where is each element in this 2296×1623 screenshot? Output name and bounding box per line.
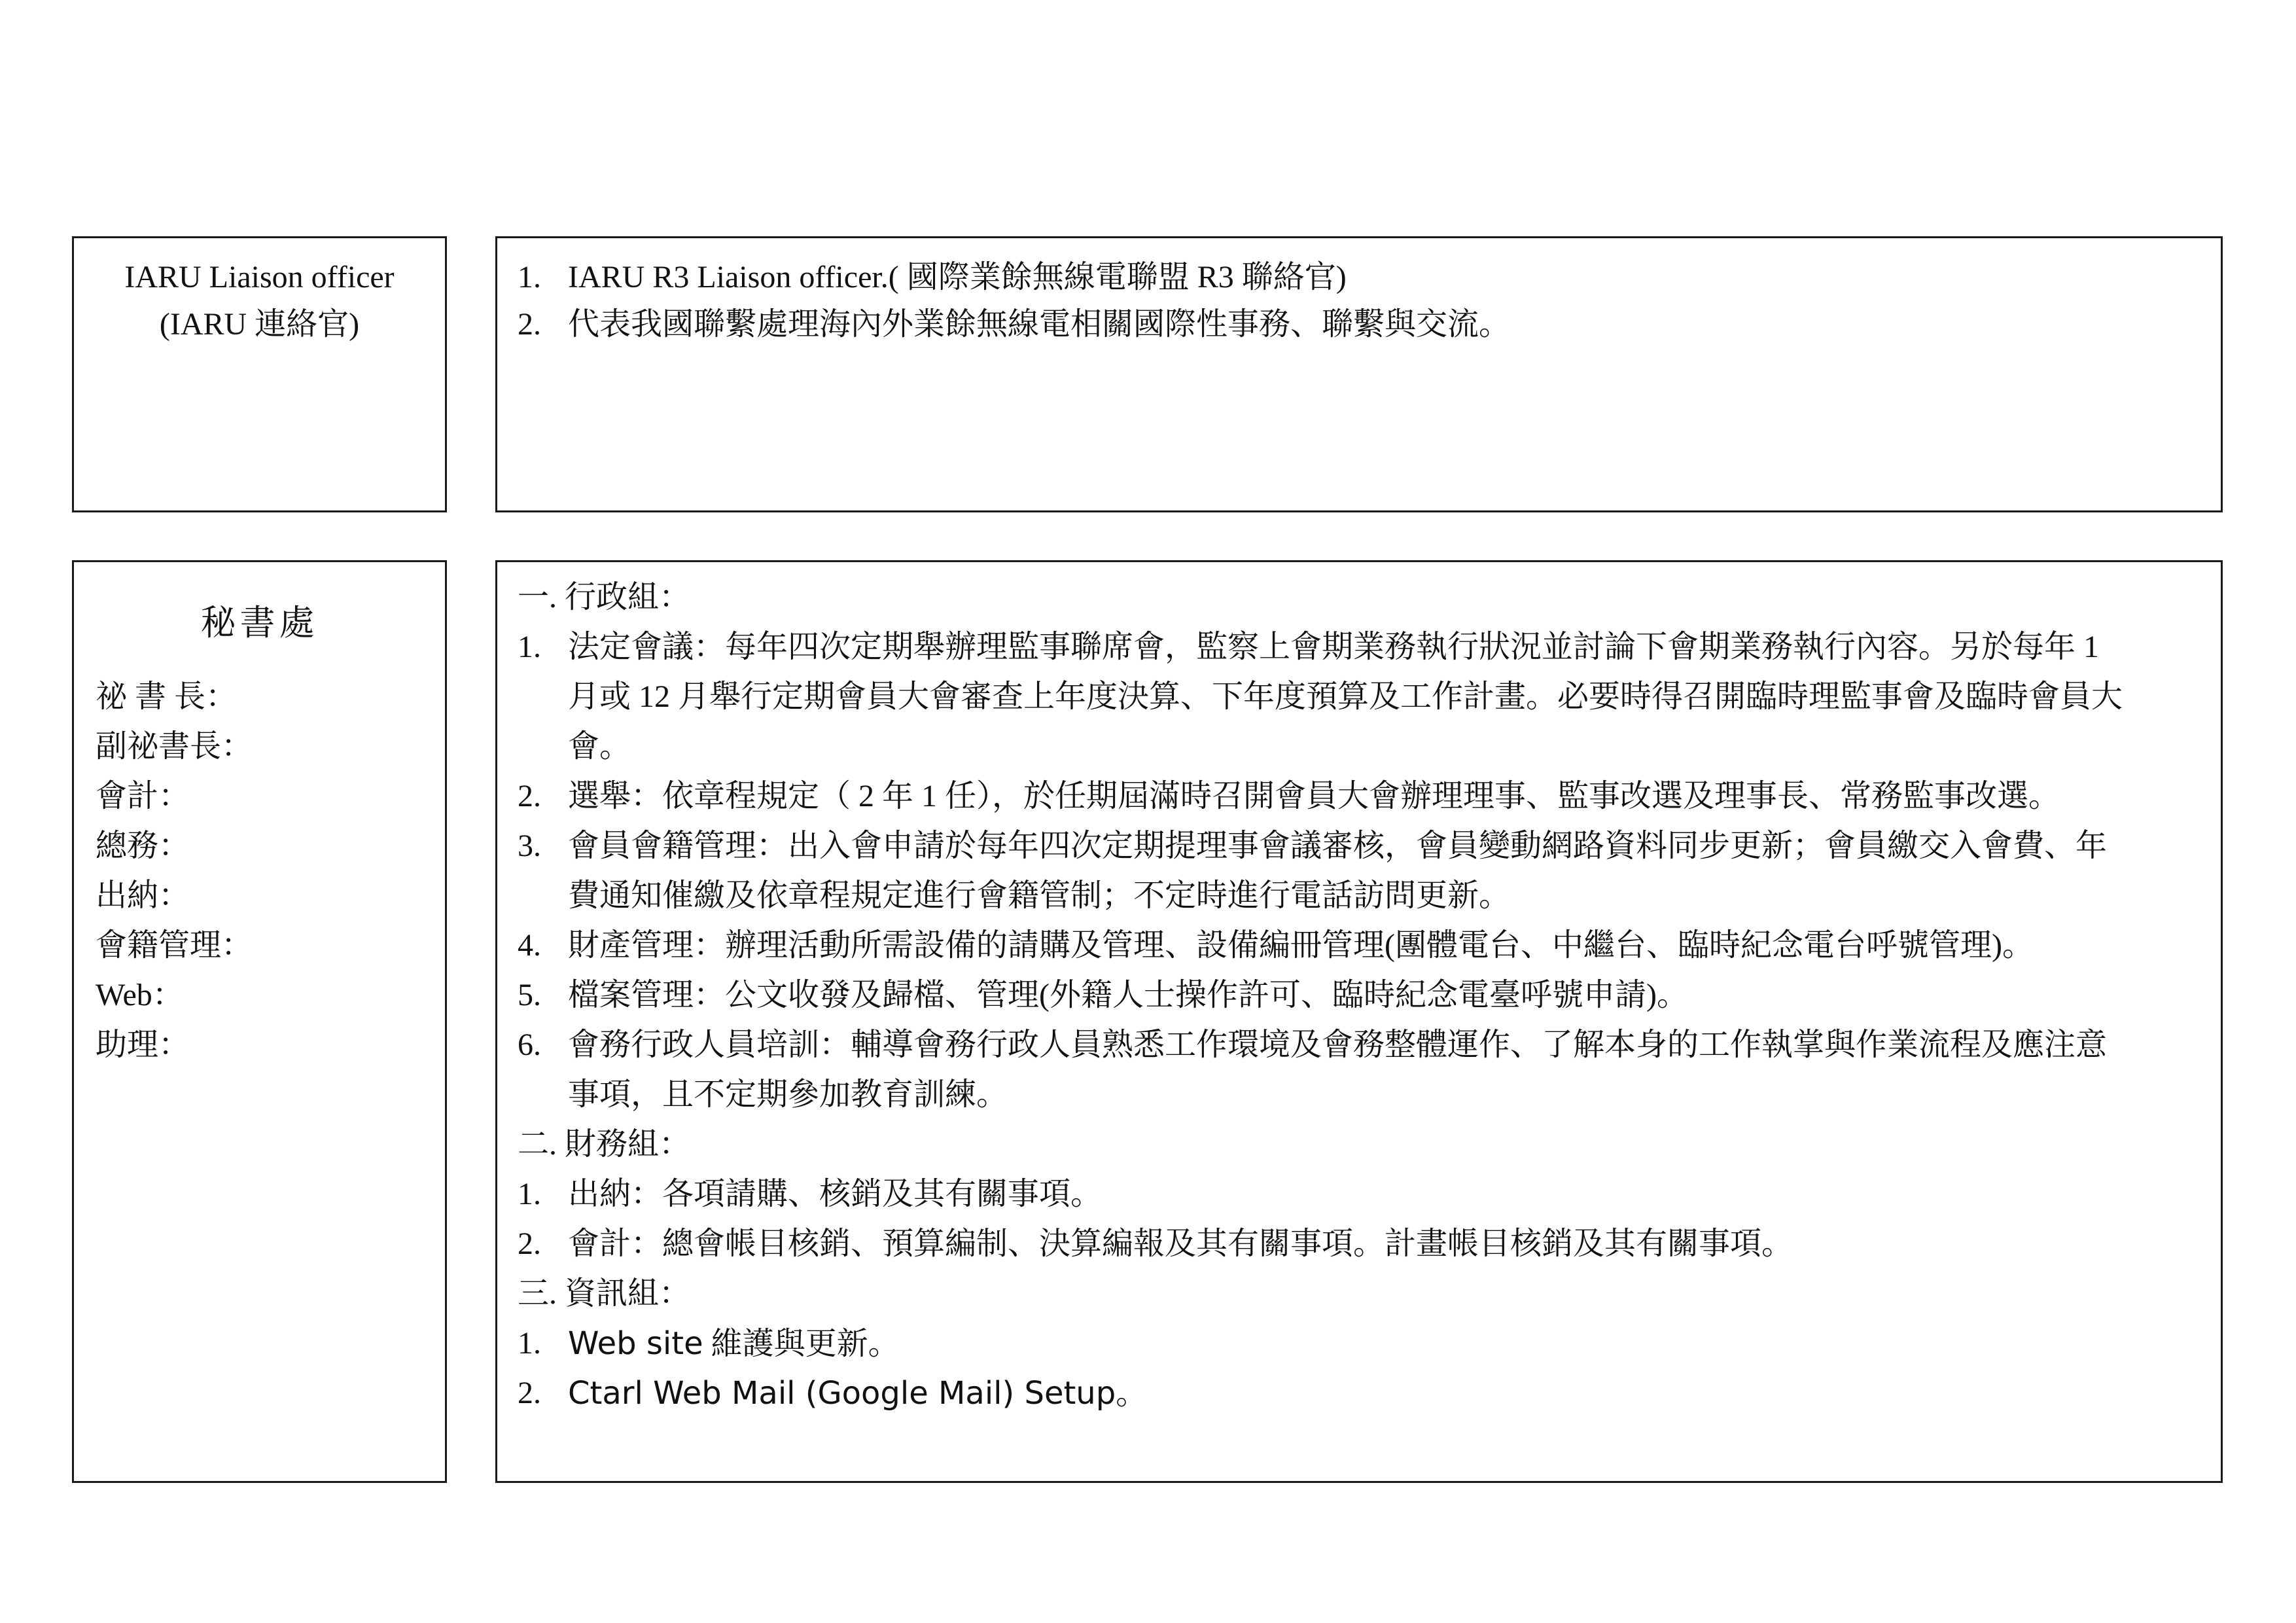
finance-heading: 二. 財務組：	[518, 1127, 691, 1162]
list-number: 1.	[518, 1177, 541, 1211]
role-web: Web：	[96, 978, 184, 1012]
iaru-duty-1: IARU R3 Liaison officer.( 國際業餘無線電聯盟 R3 聯絡官)	[568, 260, 1347, 294]
role-deputy-secretary: 副祕書長：	[96, 729, 253, 764]
iaru-title-line1: IARU Liaison officer	[124, 260, 395, 294]
info-heading: 三. 資訊組：	[518, 1276, 691, 1311]
admin-item-3-line-1: 會員會籍管理：出入會申請於每年四次定期提理事會議審核，會員變動網路資料同步更新；會員繳交入會費、年	[568, 829, 2108, 863]
secretariat-title: 秘書處	[200, 603, 319, 643]
role-general-affairs: 總務：	[96, 829, 190, 863]
list-number: 1.	[518, 260, 541, 294]
info-item-1-text: 維護與更新。	[703, 1327, 900, 1361]
admin-item-5-line-1: 檔案管理：公文收發及歸檔、管理(外籍人士操作許可、臨時紀念電臺呼號申請)。	[568, 978, 1688, 1012]
list-number: 6.	[518, 1027, 541, 1062]
iaru-label-box	[72, 236, 447, 512]
admin-item-6-line-1: 會務行政人員培訓：輔導會務行政人員熟悉工作環境及會務整體運作、了解本身的工作執掌與作業流程及應注意	[568, 1027, 2108, 1062]
list-number: 1.	[518, 630, 541, 664]
role-accounting: 會計：	[96, 779, 190, 813]
admin-item-4-line-1: 財產管理：辦理活動所需設備的請購及管理、設備編冊管理(團體電台、中繼台、臨時紀念電台呼號管理)。	[568, 928, 2034, 963]
list-number: 2.	[518, 1376, 541, 1410]
info-item-2-keyword: Ctarl Web Mail (Google Mail) Setup	[568, 1375, 1116, 1412]
admin-heading: 一. 行政組：	[518, 580, 691, 615]
iaru-duty-2: 代表我國聯繫處理海內外業餘無線電相關國際性事務、聯繫與交流。	[568, 307, 1511, 342]
admin-item-1-line-2: 月或 12 月舉行定期會員大會審查上年度決算、下年度預算及工作計畫。必要時得召開臨時理監事會及臨時會員大	[568, 679, 2123, 714]
finance-item-1: 出納：各項請購、核銷及其有關事項。	[568, 1177, 1103, 1211]
role-cashier: 出納：	[96, 878, 190, 913]
list-number: 3.	[518, 829, 541, 863]
iaru-duties-box	[495, 236, 2223, 512]
role-secretary-general: 祕 書 長：	[96, 679, 238, 714]
list-number: 2.	[518, 779, 541, 813]
info-item-1-keyword: Web site	[568, 1325, 703, 1362]
list-number: 4.	[518, 928, 541, 963]
iaru-title-line2: (IARU 連絡官)	[159, 307, 360, 342]
admin-item-1-line-1: 法定會議：每年四次定期舉辦理監事聯席會，監察上會期業務執行狀況並討論下會期業務執行內容。另於每年 1	[568, 630, 2100, 664]
role-assistant: 助理：	[96, 1027, 190, 1062]
secretariat-box	[72, 560, 447, 1483]
duties-box	[495, 560, 2223, 1483]
role-membership: 會籍管理：	[96, 928, 253, 963]
admin-item-3-line-2: 費通知催繳及依章程規定進行會籍管制；不定時進行電話訪問更新。	[568, 878, 1511, 913]
list-number: 1.	[518, 1326, 541, 1361]
list-number: 2.	[518, 1226, 541, 1261]
info-item-2-text: 。	[1116, 1376, 1148, 1411]
finance-item-2: 會計：總會帳目核銷、預算編制、決算編報及其有關事項。計畫帳目核銷及其有關事項。	[568, 1226, 1793, 1261]
admin-item-1-line-3: 會。	[568, 729, 631, 764]
admin-item-2-line-1: 選舉：依章程規定（ 2 年 1 任），於任期屆滿時召開會員大會辦理理事、監事改選及理事長、常務監事改選。	[568, 779, 2060, 813]
info-item-1	[568, 1325, 900, 1362]
admin-item-6-line-2: 事項，且不定期參加教育訓練。	[568, 1077, 1008, 1112]
list-number: 2.	[518, 307, 541, 342]
list-number: 5.	[518, 978, 541, 1012]
info-item-2	[568, 1375, 1148, 1412]
